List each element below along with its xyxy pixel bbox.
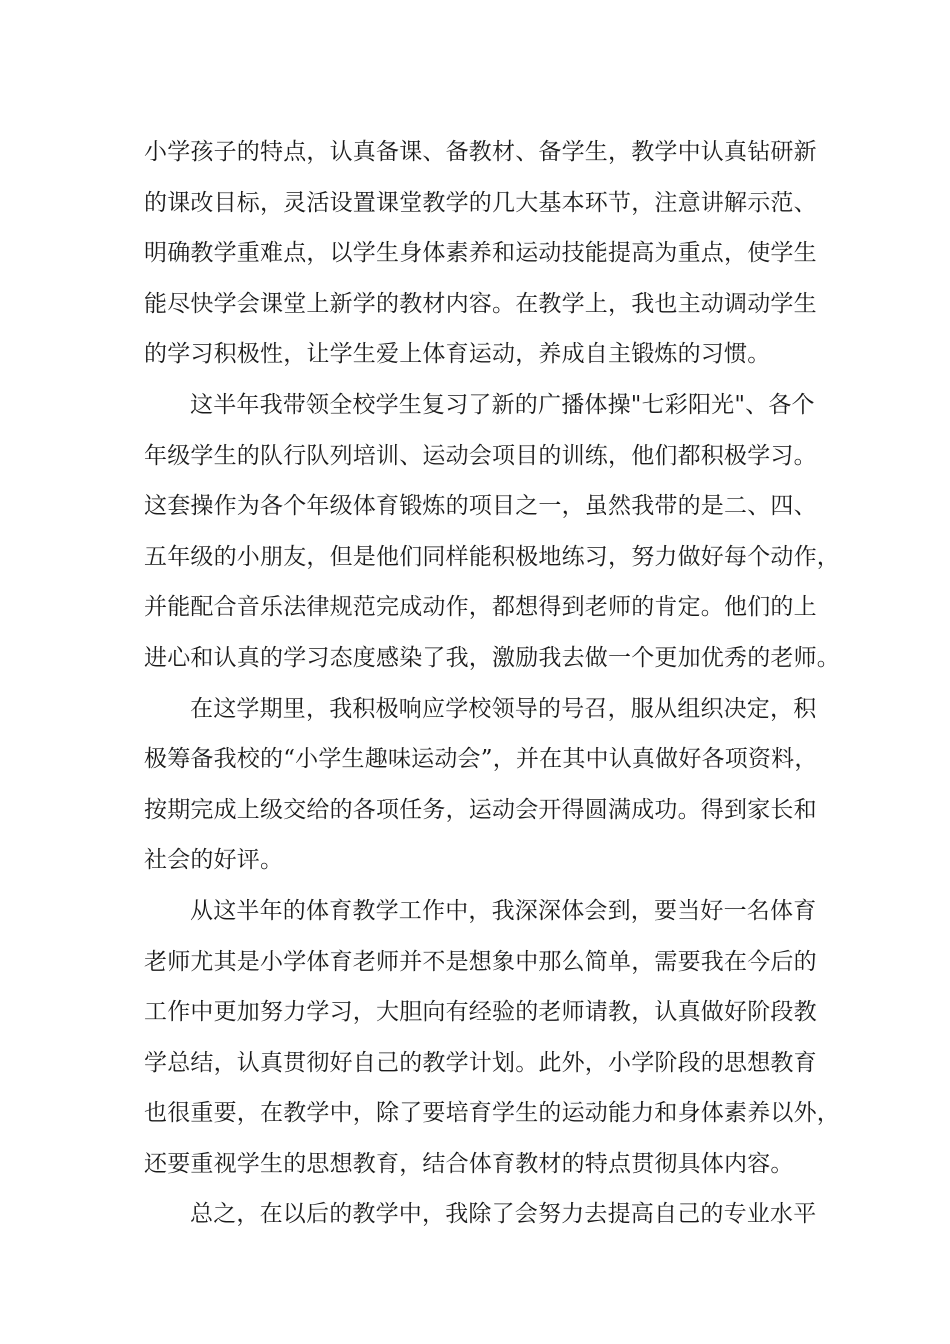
text-line: 也很重要，在教学中，除了要培育学生的运动能力和身体素养以外， <box>144 1100 840 1127</box>
paragraph <box>144 684 824 886</box>
text-line: 还要重视学生的思想教育，结合体育教材的特点贯彻具体内容。 <box>144 1150 794 1177</box>
text-line: 极筹备我校的“小学生趣味运动会”，并在其中认真做好各项资料， <box>144 746 818 773</box>
paragraph <box>144 380 840 684</box>
text-line: 年级学生的队行队列培训、运动会项目的训练，他们都积极学习。 <box>144 442 817 469</box>
text-line: 按期完成上级交给的各项任务，运动会开得圆满成功。得到家长和 <box>144 796 817 823</box>
text-line: 小学孩子的特点，认真备课、备教材、备学生，教学中认真钻研新 <box>144 139 817 165</box>
text-line: 总之，在以后的教学中，我除了会努力去提高自己的专业水平 <box>190 1201 817 1228</box>
text-line: 能尽快学会课堂上新学的教材内容。在教学上，我也主动调动学生 <box>144 290 817 317</box>
text-line: 老师尤其是小学体育老师并不是想象中那么简单，需要我在今后的 <box>144 948 817 975</box>
text-line: 这半年我带领全校学生复习了新的广播体操"七彩阳光"、各个 <box>190 391 815 418</box>
document-body <box>144 127 840 1240</box>
text-line: 并能配合音乐法律规范完成动作，都想得到老师的肯定。他们的上 <box>144 594 817 621</box>
text-line: 五年级的小朋友，但是他们同样能积极地练习，努力做好每个动作， <box>144 543 840 570</box>
text-line: 在这学期里，我积极响应学校领导的号召，服从组织决定，积 <box>190 695 817 722</box>
paragraph <box>144 127 824 380</box>
text-line: 工作中更加努力学习，大胆向有经验的老师请教，认真做好阶段教 <box>144 999 817 1026</box>
text-line: 的课改目标，灵活设置课堂教学的几大基本环节，注意讲解示范、 <box>144 189 817 216</box>
text-line: 这套操作为各个年级体育锻炼的项目之一，虽然我带的是二、四、 <box>144 493 817 520</box>
text-line: 进心和认真的学习态度感染了我，激励我去做一个更加优秀的老师。 <box>144 644 840 671</box>
paragraph <box>144 1189 824 1240</box>
text-line: 从这半年的体育教学工作中，我深深体会到，要当好一名体育 <box>190 897 817 924</box>
text-line: 明确教学重难点，以学生身体素养和运动技能提高为重点，使学生 <box>144 240 817 267</box>
text-line: 的学习积极性，让学生爱上体育运动，养成自主锻炼的习惯。 <box>144 341 771 368</box>
text-line: 社会的好评。 <box>144 847 284 874</box>
paragraph <box>144 886 840 1190</box>
text-line: 学总结，认真贯彻好自己的教学计划。此外，小学阶段的思想教育 <box>144 1049 817 1076</box>
